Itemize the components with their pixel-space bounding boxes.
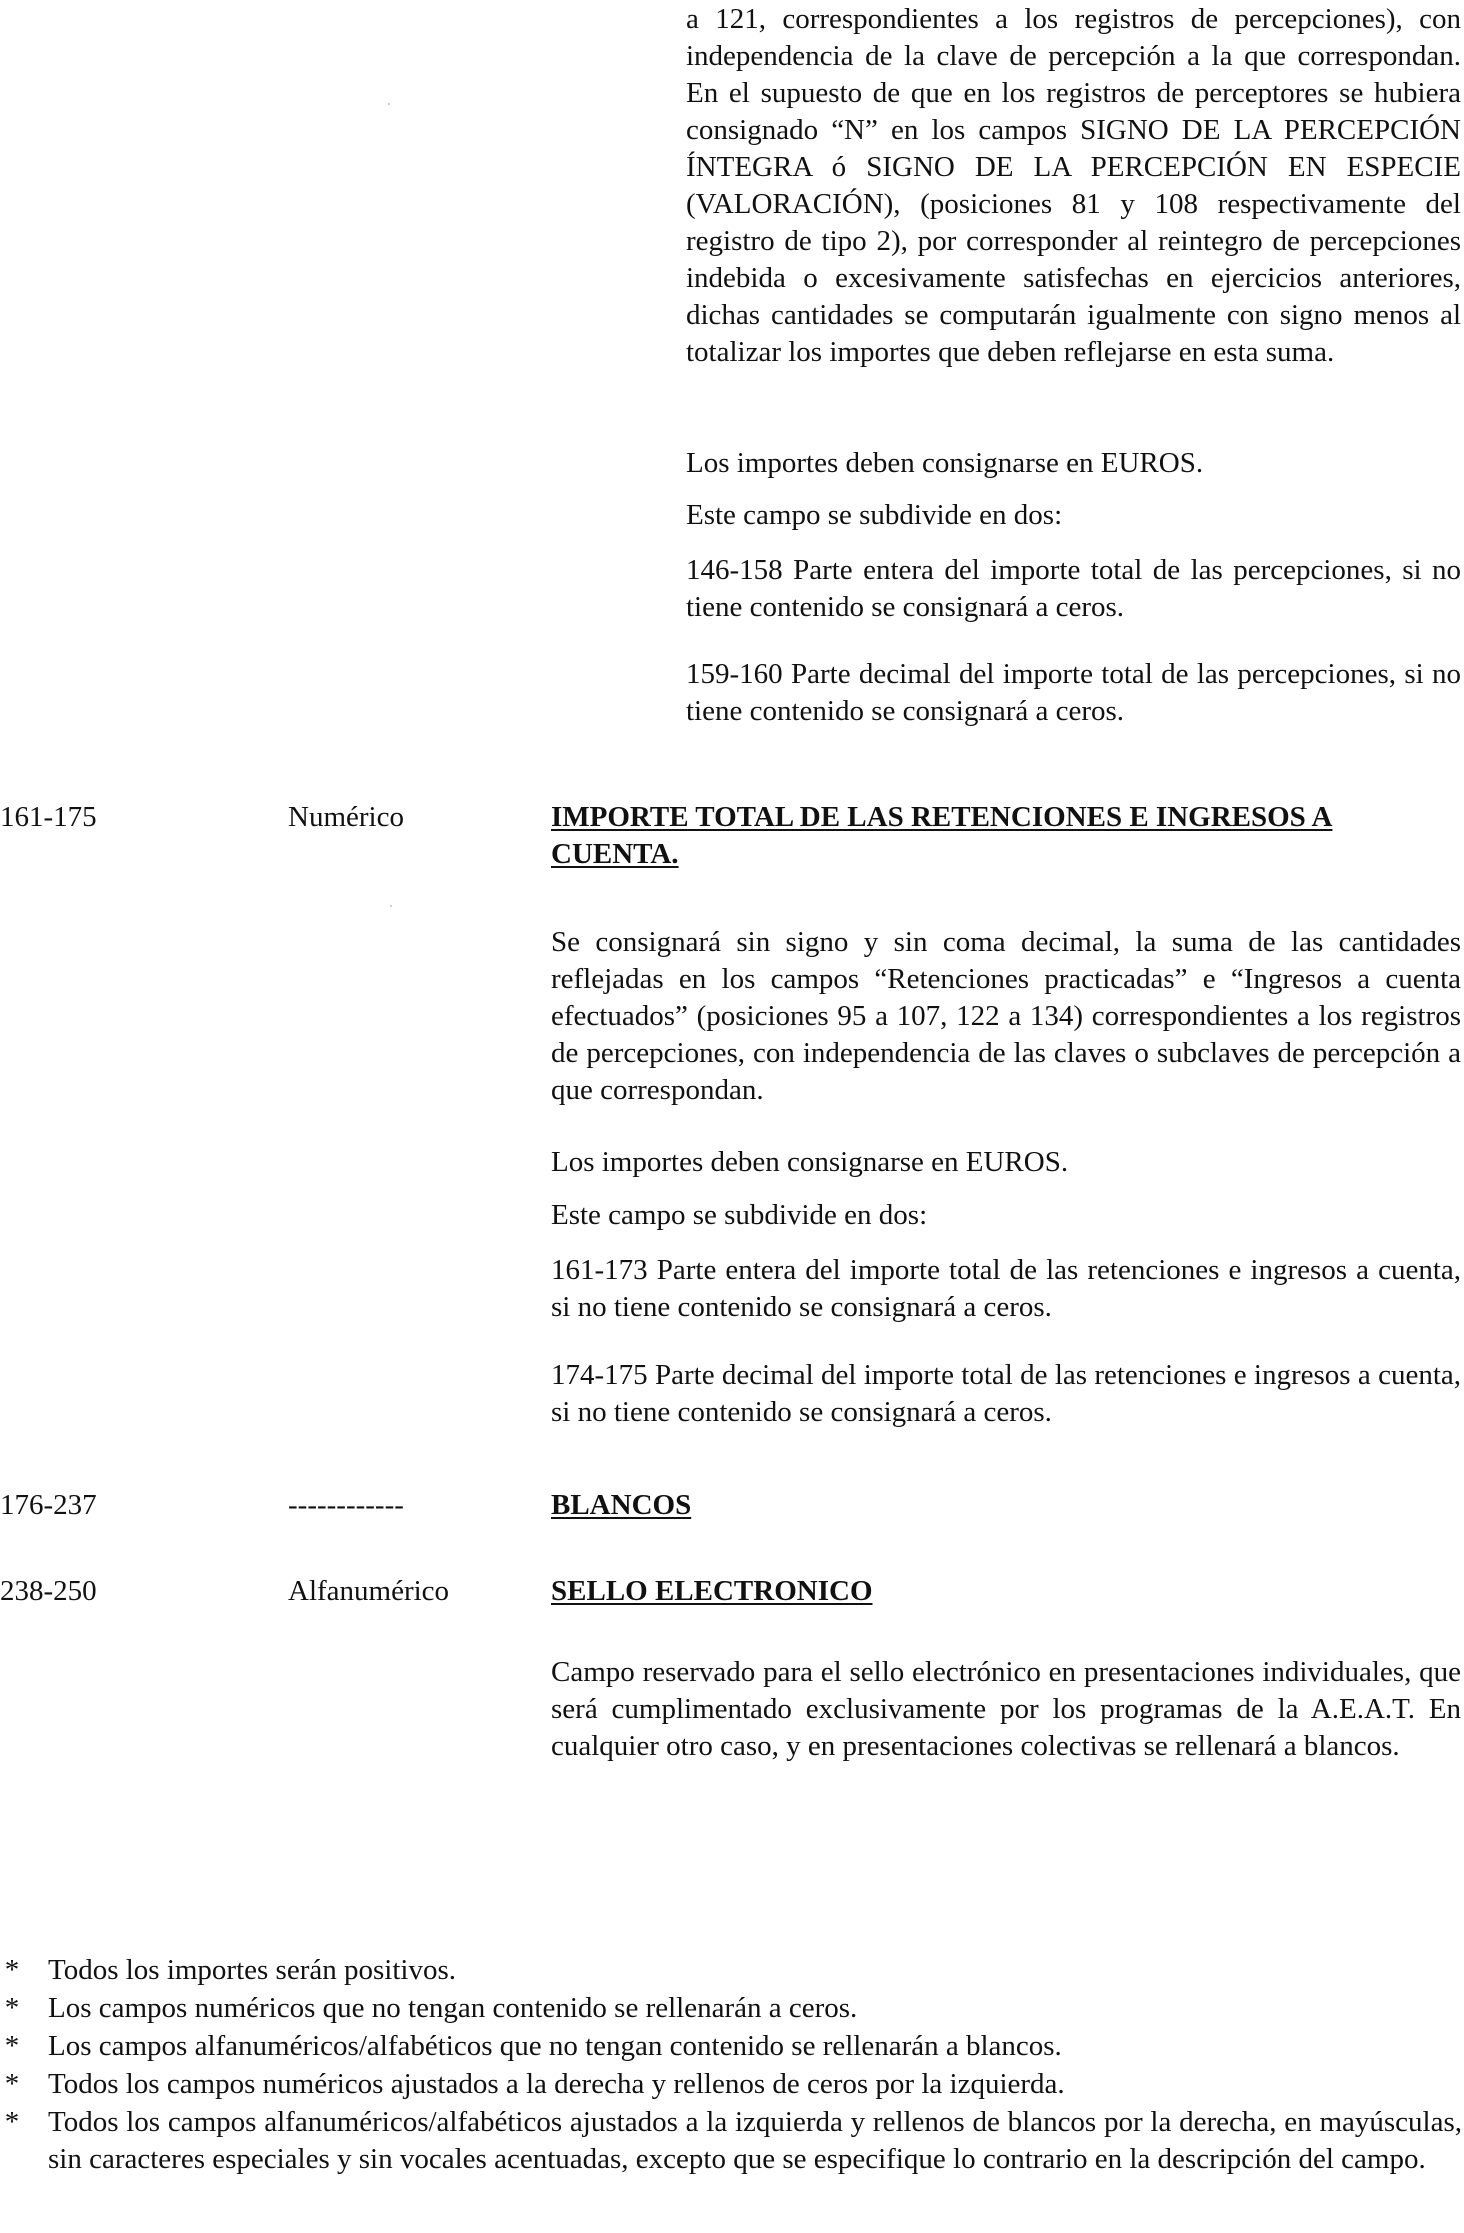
top-paragraph-euros: Los importes deben consignarse en EUROS.	[686, 447, 1204, 479]
field-type: ------------	[288, 1489, 404, 1521]
field-euros-note: Los importes deben consignarse en EUROS.	[551, 1146, 1069, 1178]
field-positions: 238-250	[0, 1575, 97, 1607]
note-item	[0, 1990, 1462, 2027]
top-paragraph-part-decimal: 159-160 Parte decimal del importe total de las percepciones, si no tiene contenido se consignará a ceros.	[686, 658, 1461, 727]
bullet-asterisk: *	[4, 2030, 20, 2062]
field-title: BLANCOS	[551, 1489, 692, 1521]
note-text: Todos los campos alfanuméricos/alfabéticos ajustados a la izquierda y rellenos de blancos por la derecha, en mayúsculas, sin caracteres especiales y sin vocales acentuadas, excepto que se especifique lo contrario en la descripción del campo.	[48, 2106, 1462, 2175]
scan-speck	[388, 103, 390, 105]
note-text: Todos los campos numéricos ajustados a la derecha y rellenos de ceros por la izquierda.	[48, 2068, 1065, 2100]
bullet-asterisk: *	[4, 2068, 20, 2100]
note-text: Los campos alfanuméricos/alfabéticos que no tengan contenido se rellenarán a blancos.	[48, 2030, 1062, 2062]
field-description: Se consignará sin signo y sin coma decimal, la suma de las cantidades reflejadas en los campos “Retenciones practicadas” e “Ingresos a cuenta efectuados” (posiciones 95 a 107, 122 a 134) correspondientes a los registros de percepciones, con independencia de las claves o subclaves de percepción a que correspondan.	[551, 926, 1461, 1106]
bullet-asterisk: *	[4, 2106, 20, 2138]
top-paragraph-part-entera: 146-158 Parte entera del importe total de las percepciones, si no tiene contenido se consignará a ceros.	[686, 554, 1461, 623]
field-title: SELLO ELECTRONICO	[551, 1575, 873, 1607]
field-positions: 161-175	[0, 801, 97, 833]
bullet-asterisk: *	[4, 1992, 20, 2024]
general-notes	[0, 1952, 1464, 2179]
scan-speck	[390, 905, 392, 907]
field-type: Alfanumérico	[288, 1575, 450, 1607]
field-title: IMPORTE TOTAL DE LAS RETENCIONES E INGRESOS A CUENTA.	[551, 801, 1333, 870]
field-positions: 176-237	[0, 1489, 97, 1521]
note-item	[0, 2028, 1462, 2065]
note-item	[0, 1952, 1462, 1989]
field-description: Campo reservado para el sello electrónico en presentaciones individuales, que será cumplimentado exclusivamente por los programas de la A.E.A.T. En cualquier otro caso, y en presentaciones colectivas se rellenará a blancos.	[551, 1656, 1461, 1762]
top-paragraph-main: a 121, correspondientes a los registros de percepciones), con independencia de la clave de percepción a la que correspondan. En el supuesto de que en los registros de perceptores se hubiera consignado “N” en los campos SIGNO DE LA PERCEPCIÓN ÍNTEGRA ó SIGNO DE LA PERCEPCIÓN EN ESPECIE (VALORACIÓN), (posiciones 81 y 108 respectivamente del registro de tipo 2), por corresponder al reintegro de percepciones indebida o excesivamente satisfechas en ejercicios anteriores, dichas cantidades se computarán igualmente con signo menos al totalizar los importes que deben reflejarse en esta suma.	[686, 3, 1461, 368]
note-text: Los campos numéricos que no tengan contenido se rellenarán a ceros.	[48, 1992, 858, 2024]
top-paragraph-subdivide: Este campo se subdivide en dos:	[686, 499, 1063, 531]
field-type: Numérico	[288, 801, 404, 833]
field-subdivide-note: Este campo se subdivide en dos:	[551, 1199, 928, 1231]
bullet-asterisk: *	[4, 1954, 20, 1986]
note-item	[0, 2066, 1462, 2103]
note-item	[0, 2104, 1462, 2178]
note-text: Todos los importes serán positivos.	[48, 1954, 456, 1986]
field-part-decimal: 174-175 Parte decimal del importe total de las retenciones e ingresos a cuenta, si no tiene contenido se consignará a ceros.	[551, 1359, 1461, 1428]
field-part-entera: 161-173 Parte entera del importe total de las retenciones e ingresos a cuenta, si no tiene contenido se consignará a ceros.	[551, 1254, 1461, 1323]
